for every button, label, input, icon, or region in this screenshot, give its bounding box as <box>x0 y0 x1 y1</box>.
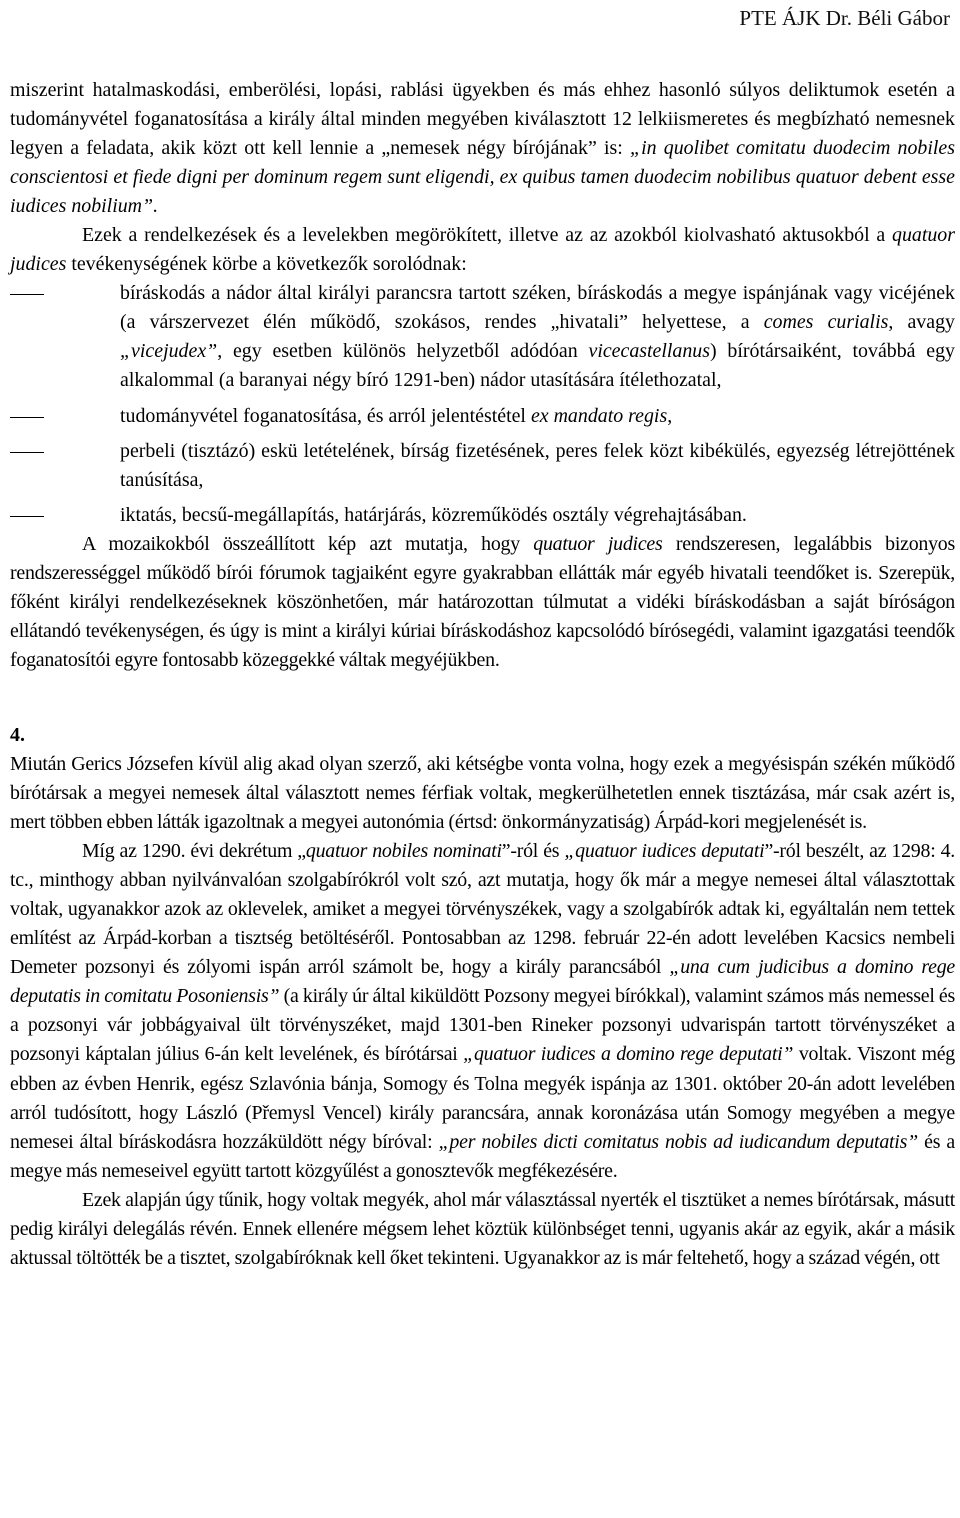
paragraph-1 <box>10 76 955 221</box>
p3-text-a: A mozaikokból összeállított kép azt mutatja, hogy <box>82 532 534 555</box>
paragraph-6: Ezek alapján úgy tűnik, hogy voltak megyék, ahol már választással nyerték el tisztüket a nemes bírótársak, másutt pedig királyi delegálás révén. Ennek ellenére mégsem lehet köztük különbséget tenni, ugyanis akár az egyik, akár a másik aktussal töltötték be a tisztet, szolgabíróknak kell őket tekinteni. Ugyanakkor az is már feltehető, hogy a század végén, ott <box>10 1188 955 1269</box>
list-item-1-d: „vicejudex” <box>120 340 218 363</box>
list-item-2-b: ex mandato regis <box>530 404 668 427</box>
list-item-2-a: tudományvétel foganatosítása, és arról jelentéstétel <box>120 404 531 427</box>
paragraph-3 <box>10 530 955 675</box>
p5-f: „una cum judicibus a domino rege deputatis in comitatu Posoniensis” <box>10 956 955 1008</box>
list-item-2-c: , <box>667 404 673 427</box>
p1-latin-quote: „in quolibet comitatu duodecim nobiles conscientosi et fiede digni per dominum regem sunt eligendi, ex quibus tamen duodecim nobilibus quatuor debent esse iudices nobilium”. <box>10 137 955 218</box>
list-item-1-c: , avagy <box>888 311 955 334</box>
list-item <box>120 279 955 395</box>
paragraph-4: Miután Gerics Józsefen kívül alig akad olyan szerző, aki kétségbe vonta volna, hogy ezek a megyésispán székén működő bírótársak a megyei nemesek által választott nemes férfiak voltak, megkerülhetetlen ennek tisztázása, már csak azért is, mert többen ebben látták igazoltnak a megyei autonómia (értsd: önkormányzatiság) Árpád-kori megjelenését is. <box>10 752 955 834</box>
section-number: 4. <box>10 723 25 746</box>
p1-text: miszerint hatalmaskodási, emberölési, lopási, rablási ügyekben és más ehhez hasonló súlyos deliktumok esetén a tudományvétel foganatosítása a király által minden megyében kiválasztott 12 lelkiismeretes és megbízható nemesnek legyen a feladata, akik közt ott kell lennie a „nemesek négy bírójának” is: <box>10 79 955 160</box>
list-item-1-b: comes curialis <box>763 311 889 334</box>
p3-text-c: rendszeresen, legalábbis bizonyos rendszerességgel működő bírói fórumok tagjaiként egyre gyakrabban ellátták már egyéb hivatali teendőket is. Szerepük, főként királyi rendelkezéseknek köszönhetően, már határozottan túlmutat a vidéki bíráskodásban a saját bíróságon ellátandó tevékenységen, és úgy is mint a királyi kúriai bíráskodáshoz kapcsolódó bírósegédi, valamint igazgatási teendők foganatosítói egyre fontosabb közeggekké váltak megyéjükben. <box>10 532 955 671</box>
p5-b: quatuor nobiles nominati <box>305 840 502 863</box>
document-body <box>10 76 955 1273</box>
list-item <box>120 501 955 530</box>
list-item-4: iktatás, becsű-megállapítás, határjárás, közreműködés osztály végrehajtásában. <box>120 503 747 526</box>
list-item <box>120 437 955 495</box>
p5-open-quote: „ <box>297 840 306 863</box>
p5-k: és a megye más nemeseivel együtt tartott közgyűlést a gonosztevők megfékezésére. <box>10 1130 956 1182</box>
page-header: PTE ÁJK Dr. Béli Gábor <box>739 6 950 30</box>
duties-list <box>10 279 955 529</box>
paragraph-5 <box>10 837 955 1186</box>
list-item-1-g: ) bírótársaiként, továbbá egy alkalommal (a baranyai négy bíró 1291-ben) nádor utasítására ítélethozatal, <box>120 340 955 392</box>
paragraph-2 <box>10 221 955 279</box>
list-item-1-e: , egy esetben különös helyzetből adódóan <box>217 340 589 363</box>
list-item-3: perbeli (tisztázó) eskü letételének, bírság fizetésének, peres felek közt kibékülés, egyezség létrejöttének tanúsítása, <box>120 439 955 491</box>
p5-c: ”-ról és <box>501 840 565 863</box>
p5-a: Míg az 1290. évi dekrétum <box>82 840 298 863</box>
p5-e: ”-ról beszélt, az 1298: 4. tc., minthogy abban nyilvánvalóan szolgabírókról volt szó, azt mutatja, hogy ők már a megye nemesei által választottak voltak, ugyanakkor azok az oklevelek, amiket a megyei törvényszékek, vagy a szolgabírók adtak ki, egyáltalán nem tettek említést az Árpád-korban a tisztség betöltéséről. Pontosabban az 1298. február 22-én adott levelében Kacsics nembeli Demeter pozsonyi és zólyomi ispán arról számolt be, hogy a király parancsából <box>10 840 956 979</box>
p2-text-c: tevékenységének körbe a következők sorolódnak: <box>66 253 467 276</box>
p5-h: „quatuor iudices a domino rege deputati” <box>463 1043 794 1066</box>
list-item-1-f: vicecastellanus <box>588 340 710 363</box>
p5-j: „per nobiles dicti comitatus nobis ad iudicandum deputatis” <box>438 1130 918 1153</box>
p5-d: „quatuor iudices deputati <box>564 840 765 863</box>
list-item <box>120 402 955 431</box>
p2-text-a: Ezek a rendelkezések és a levelekben megörökített, illetve az az azokból kiolvasható aktusokból a <box>82 224 892 247</box>
list-item-1-a: bíráskodás a nádor által királyi parancsra tartott széken, bíráskodás a megye ispánjának vagy vicéjének (a várszervezet élén működő, szokásos, rendes „hivatali” helyettese, a <box>120 282 955 334</box>
p2-term: quatuor judices <box>10 224 955 276</box>
p3-term: quatuor judices <box>533 532 663 555</box>
p5-i: voltak. Viszont még ebben az évben Henrik, egész Szlavónia bánja, Somogy és Tolna megyék ispánja az 1301. október 20-án adott levelében arról tudósított, hogy László (Přemysl Vencel) király parancsára, annak koronázása után Somogy megyében a megye nemesei által bíráskodásra hozzáküldött négy bíróval: <box>10 1043 956 1153</box>
p5-g: (a király úr által kiküldött Pozsony megyei bírókkal), valamint számos más nemessel és a pozsonyi vár jobbágyaival ült törvényszéket, majd 1301-ben Rineker pozsonyi udvarispán tartott törvényszéket a pozsonyi káptalan július 6-án kelt levelének, és bírótársai <box>10 985 956 1066</box>
